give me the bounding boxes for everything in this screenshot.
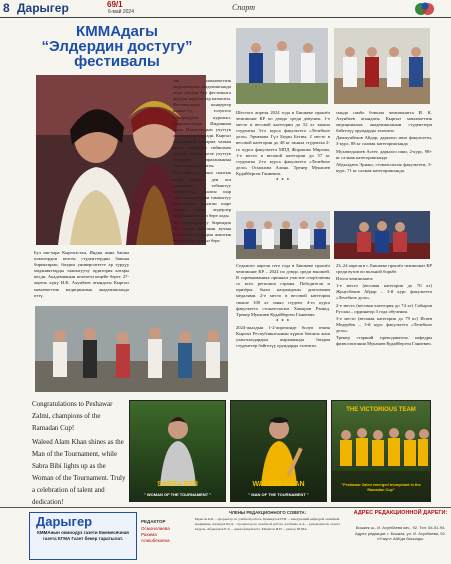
- judo-boys-text: Седьмого апреля сего года в Бишкеке прошёл чемпионат КР – 2024 по дзюдо среди юношей. В соревнованиях приняли участие спортсмены со всех регионов страны. Победители и призёры были награждены дипломами медалями. 2-е место в весовой категории свыше 100 кг занял студент 4-го курса факультета стоматологии Хакыров Рашид. Тренер Мукашев Кудайберген Ганиевич.: [236, 263, 330, 317]
- dance-illustration: [35, 306, 228, 392]
- judo-boys-illustration: [236, 211, 330, 259]
- headline-line-2: “Элдердин достугу”: [41, 38, 193, 55]
- waleed-khan-caption: " MAN OF THE TOURNAMENT ": [248, 492, 309, 497]
- victorious-team-title: THE VICTORIOUS TEAM: [346, 407, 416, 413]
- address-text: Бишкек ш., И. Ахунбаева көч., 92. Тел: 54-51-94. Адрес редакции: г. Бишкек, ул. И. Ахунбаева, 92. «Учкун» ААКда басылды.: [355, 525, 446, 541]
- sport-column-3-bottom: [336, 263, 432, 348]
- sambo-result-1: Джамунбеков Айдар, дарылоо иши факультети, 3-курс, 88 кг салмак категориясында: [336, 135, 432, 147]
- issue-date: 6-май 2024: [108, 9, 134, 15]
- poster-sabra-bibi: [129, 400, 226, 502]
- council-title: ЧЛЕНЫ РЕДАКЦИОННОГО СОВЕТА:: [228, 510, 307, 515]
- wrestling-intro-text: 2024-жылдын 1-2-апрелинде болуп өткөн Кыргыз Республикасынын күрөш боюнча жаш улан-кыздардын жарышында биздин студенттер байгелүү орундарды ээлешти.: [236, 324, 330, 349]
- editor-name: Осмонолиева Рахима Алишбековна: [141, 526, 170, 543]
- festival-headline: [32, 24, 202, 69]
- section-divider-stars: * * *: [276, 178, 290, 185]
- sport-column-2: [236, 263, 330, 350]
- poster-waleed-khan: [230, 400, 327, 502]
- freestyle-results-title: Итоги чемпионата:: [336, 276, 374, 282]
- address-title: АДРЕС РЕДАКЦИОННОЙ ДАРЕГИ:: [353, 510, 448, 516]
- newspaper-name: Дарыгер: [17, 1, 69, 15]
- page-number: 8: [3, 1, 10, 15]
- congratulations-paragraph: Congratulations to Peshawar Zalmi, champions of the Ramadan Cup!: [32, 400, 113, 432]
- footer-description: КММАнын окмоодуз газети Ежемесячная газета КГМА Газет бекер таратылат.: [37, 530, 129, 541]
- judo-girls-text: Шестого апреля 2024 года в Бишкеке прошёл чемпионат КР по дзюдо среди девушек. 1-е место в весовой категории до 52 кг заняла студентка 3-го курса факультета «Лечебное дело» Эрмекова Гүл Бедан Бегим, 2 место в весовой категории до 48 кг заняла студентка 2-го курса факультета МПД Жорокова Мирзим, 1-е место в весовой категории до 57 кг студентка 2-го курса факультета «Лечебное дело» Осмонова Алина. Тренер Мукашев Кудайберген Ганиевич.: [236, 110, 330, 176]
- ramadan-cup-text: [32, 398, 127, 510]
- tournament-awards-paragraph: Waleed Alam Khan shines as the Man of the Tournament, while Sabra Bibi lights up as the Woman of the Tournament. Truly a celebration of talent and dedication!: [32, 438, 126, 506]
- page-header: [0, 0, 451, 18]
- freestyle-result-3: 3-е место (весовая категория до 79 кг) Исаев Медербек – 3-й курс факультета «Лечебное дело».: [336, 315, 432, 333]
- judo-team-photo: [334, 28, 430, 104]
- festival-paragraph-2: Бул ойлоосу жана сынтык ишке ашыруу ден аса жарандык табыштуу кецейчүлүп, жалпы шар жана тилкелердин тамшытуу максатында ачылган шарт жарды, жаш лидерлер тарабынан шагыл бере алды.: [173, 170, 231, 219]
- sambo-result-2: Мухамедалиев Асеет, дарылоо иши, 2-курс, 98+ кг салмак категориясында: [336, 148, 432, 160]
- festival-paragraph-1: ган мамлекеттик медициналык академиясында окуп жаткан бул фестивалга жүздөн коруучулар катышты. Фестивалдын концертер кымыс-ту толуктоо номерлерден куралып, Кыргызстанда, Индиянын жана Пакистандын улуттук аспаптарын берилди. Кыргыз академиясы чыгарма чаткан жана жыйынды тийишмек кондук, жашоо келе улуттук өнөрүнө аралашынын тексттерин катышты.: [173, 78, 231, 169]
- festival-column-right: [173, 78, 231, 246]
- judo-girls-photo: [236, 28, 328, 104]
- freestyle-coach: Тренер старший преподаватель кафедры физвоспитания Мукашев Кудайберген Ганиевич.: [336, 335, 432, 347]
- sabra-bibi-name: SABRA BIBI: [157, 481, 198, 488]
- sport-column-1: [236, 110, 330, 184]
- footer-logo: Дарыгер: [36, 514, 93, 529]
- headline-line-3: фестивалы: [74, 53, 160, 70]
- festival-paragraph-3: Ар тургундуулуу бириндик биз жаша чынгакан кучын уюшулган элдердин жаштык бириктире, тамсыз бере.: [173, 220, 231, 244]
- sabra-bibi-caption: " WOMAN OF THE TOURNAMENT ": [143, 492, 212, 497]
- judo-team-illustration: [334, 28, 430, 104]
- festival-column-left: [34, 250, 129, 300]
- poster-victorious-team: [331, 400, 431, 502]
- freestyle-result-1: 1-е место (весовая категория до 70 кг) Жунусбеков Айдар – 3-й курс факультета «Лечебное дело».: [336, 283, 432, 301]
- judo-boys-photo: [236, 211, 330, 259]
- section-divider-stars-2: * * *: [276, 318, 290, 325]
- wrestling-illustration: [334, 211, 430, 259]
- section-title: Спорт: [232, 3, 256, 12]
- festival-dance-photo: [35, 306, 228, 392]
- masthead-logo-icon: [414, 0, 436, 18]
- freestyle-intro-text: 23–24 апреля в г. Бишкеке прошёл чемпионат КР среди вузов по вольной борьбе.: [336, 263, 432, 275]
- editor-label: РЕДАКТОР: [141, 519, 166, 524]
- sambo-intro-text: сында самбо боюнча чемпионатта И. К. Ахунбаев атындагы Кыргыз мамлекеттик медициналык академиясынын студенттери байгелүү орундарды ээлешти:: [336, 110, 432, 134]
- judo-girls-illustration: [236, 28, 328, 104]
- waleed-khan-name: WALEED KHAN: [252, 481, 305, 488]
- freestyle-result-2: 2-е место (весовая категория до 74 кг) Сабыров Руслан – ординатор 3 года обучения.: [336, 302, 432, 314]
- sambo-result-3: Абдылдаев Эрнаш, стоматология факультети, 3-курс, 71 кг салмак категориясында.: [336, 161, 432, 173]
- festival-lead-paragraph: Бул иш-чара Кыргызстан, Индия жана башка өлкөлөрдөн келген студенттердин башын бириктирип, биздин университетте ар түрдүү маданияттарды таанытуучу аудитория катары келди. Академиянын келечеги кеңейе берет. 27-апрель күнү И.К. Ахунбаев атындагы Кыргыз мамлекеттик медициналык академиясында өттү.: [34, 250, 129, 298]
- issue-number: 69/1: [107, 0, 123, 9]
- headline-line-1: КММАдагы: [76, 23, 158, 40]
- council-members: Ырысов К.Б. – проректор по учебной работе, Бримкулов Н.Н. – заведующий кафедрой семейной медицины, Ахмедов Ш.Д. – проректор по лечебной работе, Атабаева А.А. – руководитель отдела кадров, Абдылдаев Е.А. – декан факультета, Маматов Н.Н. – ректор КГМА.: [195, 517, 340, 531]
- sport-column-3-top: [336, 110, 432, 175]
- victorious-team-caption: "Peshawar Zalmi emerged triumphant in the Ramadan Cup": [341, 483, 421, 492]
- wrestling-photo: [334, 211, 430, 259]
